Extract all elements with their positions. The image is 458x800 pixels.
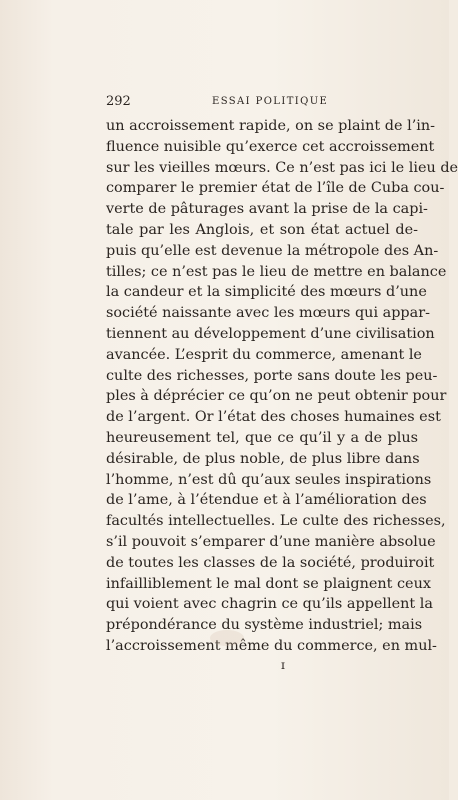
text-line: de toutes les classes de la société, produiroit [106, 554, 435, 571]
text-line: société naissante avec les mœurs qui appar- [106, 305, 430, 322]
text-line: tale par les Anglois, et son état actuel de- [106, 221, 418, 238]
text-line: prépondérance du système industriel; mais [106, 617, 423, 634]
text-line: comparer le premier état de l’île de Cuba cou- [106, 180, 445, 197]
text-line: désirable, de plus noble, de plus libre dans [106, 450, 420, 467]
text-line: s’il pouvoit s’emparer d’une manière absolue [106, 533, 436, 550]
text-line: l’accroissement même du commerce, en mul- [106, 637, 437, 654]
text-line: avancée. L’esprit du commerce, amenant le [106, 346, 422, 363]
page-number: 292 [106, 94, 131, 109]
text-line: qui voient avec chagrin ce qu’ils appellent la [106, 596, 433, 613]
text-line: facultés intellectuelles. Le culte des richesses, [106, 513, 446, 530]
body-text [106, 116, 458, 657]
text-line: fluence nuisible qu’exerce cet accroissement [106, 138, 435, 155]
text-line: l’homme, n’est dû qu’aux seules inspirations [106, 471, 432, 488]
text-line: puis qu’elle est devenue la métropole des An- [106, 242, 439, 259]
signature-mark: ɪ [281, 658, 285, 672]
text-line: heureusement tel, que ce qu’il y a de plus [106, 429, 418, 446]
text-line: de l’argent. Or l’état des choses humaines est [106, 409, 441, 426]
text-line: tilles; ce n’est pas le lieu de mettre en balance [106, 263, 447, 280]
page-header [106, 94, 350, 110]
text-line: tiennent au développement d’une civilisation [106, 325, 435, 342]
text-line: ples à déprécier ce qu’on ne peut obtenir pour [106, 388, 447, 405]
running-head: ESSAI POLITIQUE [212, 96, 329, 107]
text-line: un accroissement rapide, on se plaint de l’in- [106, 118, 435, 134]
text-line: sur les vieilles mœurs. Ce n’est pas ici le lieu de [106, 159, 458, 176]
paper-stain [210, 630, 244, 646]
text-line: infailliblement le mal dont se plaignent ceux [106, 575, 431, 592]
text-line: verte de pâturages avant la prise de la capi- [106, 201, 428, 218]
text-line: la candeur et la simplicité des mœurs d’une [106, 284, 427, 301]
text-line: de l’ame, à l’étendue et à l’amélioration des [106, 492, 427, 509]
text-line: culte des richesses, porte sans doute les peu- [106, 367, 438, 384]
